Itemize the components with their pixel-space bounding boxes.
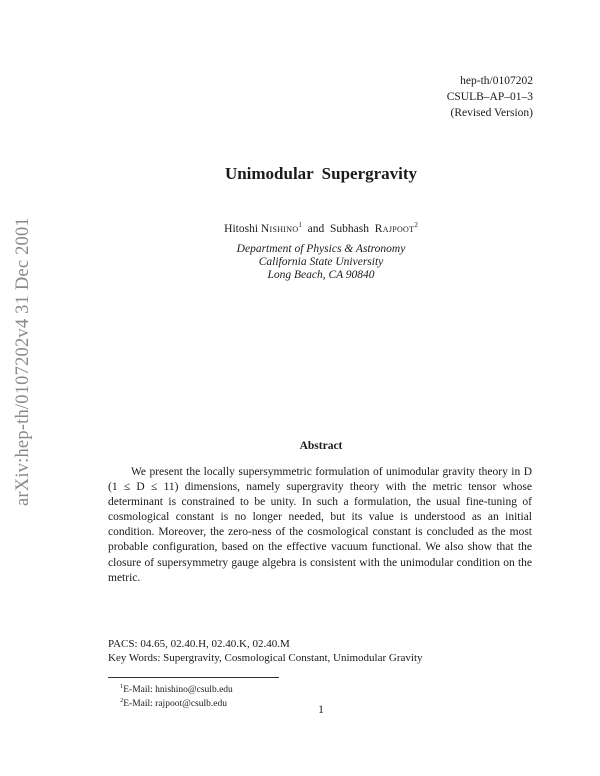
- report-number-csulb: CSULB–AP–01–3: [446, 91, 533, 103]
- footnote-1: [120, 683, 233, 697]
- paper-title: Unimodular Supergravity: [224, 164, 418, 183]
- footnote-rule: [108, 677, 279, 678]
- footnote-2-text: E-Mail: rajpoot@csulb.edu: [123, 699, 227, 709]
- page-number: 1: [318, 704, 324, 716]
- arxiv-stamp: arXiv:hep-th/0107202v4 31 Dec 2001: [13, 217, 33, 506]
- footnote-1-text: E-Mail: hnishino@csulb.edu: [123, 685, 233, 695]
- author-2-footnote-mark: 2: [414, 221, 418, 229]
- report-version: (Revised Version): [450, 107, 533, 119]
- author-2-family: Rajpoot: [374, 223, 415, 235]
- pacs-line: PACS: 04.65, 02.40.H, 02.40.K, 02.40.M: [108, 638, 290, 650]
- abstract-body: We present the locally supersymmetric formulation of unimodular gravity theory in D (1 ≤ D ≤ 11) dimensions, namely supergravity theory with the metric tensor whose determinant is constrained to be unity. In such a formulation, the usual fine-tuning of cosmological constant is no longer needed, but its value is understood as an initial condition. Moreover, the zero-ness of the cosmological constant is concluded as the most probable configuration, based on the effective vacuum functional. We also show that the closure of supersymmetry gauge algebra is consistent with the unimodular condition on the metric.: [108, 466, 532, 584]
- author-2-given: Subhash: [330, 223, 370, 235]
- author-1-footnote-mark: 1: [298, 221, 302, 229]
- affiliation-department: Department of Physics & Astronomy: [236, 243, 406, 255]
- author-1-given: Hitoshi: [224, 223, 259, 235]
- report-numbers: [447, 73, 533, 121]
- keywords-line: Key Words: Supergravity, Cosmological Constant, Unimodular Gravity: [108, 652, 423, 664]
- affiliation-university: California State University: [258, 256, 384, 268]
- author-conjunction: and: [307, 223, 325, 235]
- report-number-arxiv: hep-th/0107202: [460, 75, 533, 87]
- footnote-1-mark: 1: [120, 683, 124, 690]
- affiliation-address: Long Beach, CA 90840: [267, 269, 375, 281]
- classification-block: [108, 637, 538, 665]
- abstract-heading: Abstract: [299, 440, 343, 452]
- author-1-family: Nishino: [260, 223, 299, 235]
- author-line: [0, 222, 600, 237]
- footnote-2-mark: 2: [120, 697, 124, 704]
- affiliation: [0, 243, 600, 282]
